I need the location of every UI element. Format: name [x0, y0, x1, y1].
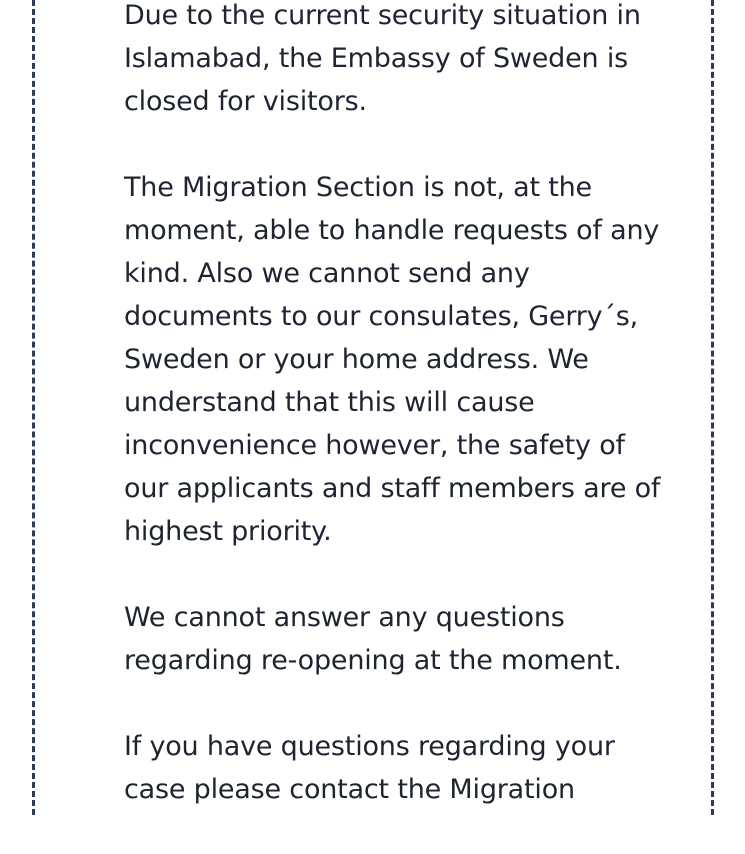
- notice-paragraph-migration-section: The Migration Section is not, at the moment, able to handle requests of any kind. Also we cannot send any documents to our consulates, Gerry´s, Sweden or your home address. We understand that this will cause inconvenience however, the safety of our applicants and staff members are of highest priority.: [124, 172, 661, 547]
- notice-paragraph-security: Due to the current security situation in Islamabad, the Embassy of Sweden is closed for visitors.: [124, 0, 641, 117]
- embassy-notice: [124, 0, 694, 854]
- dashed-border-right: [711, 0, 714, 815]
- notice-paragraph-reopening: We cannot answer any questions regarding re-opening at the moment.: [124, 602, 622, 676]
- dashed-border-left: [32, 0, 35, 815]
- notice-paragraph-contact: If you have questions regarding your case please contact the Migration: [124, 731, 615, 805]
